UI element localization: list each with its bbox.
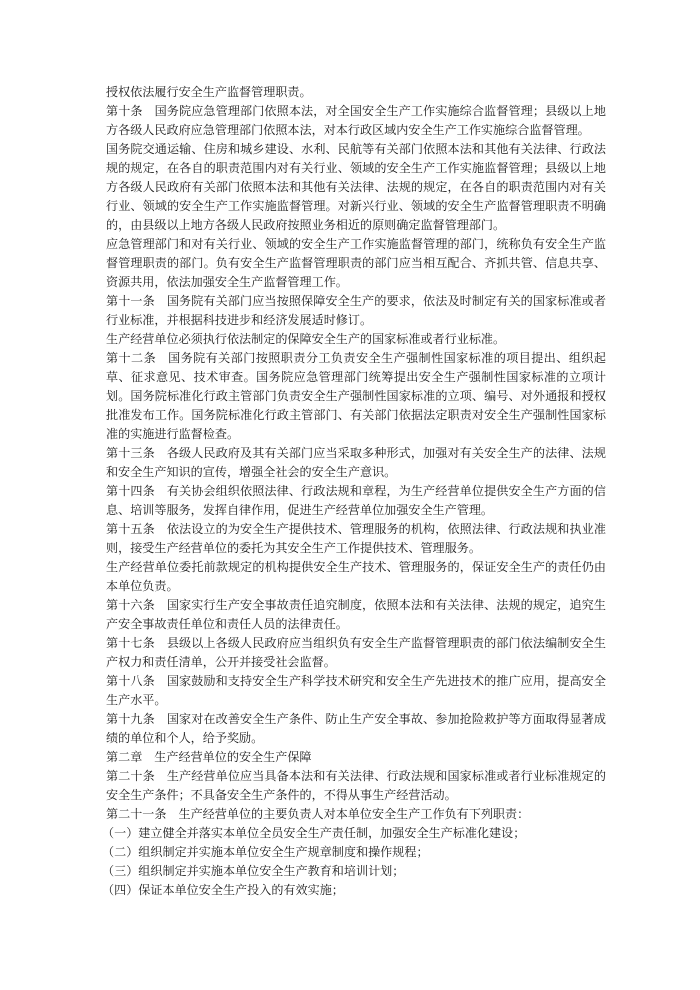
document-page — [102, 83, 606, 900]
paragraph-text: （二）组织制定并实施本单位安全生产规章制度和操作规程； — [102, 845, 429, 859]
article-paragraph — [106, 520, 606, 558]
article-label: 第十七条 — [106, 636, 155, 650]
paragraph-text: 国务院应急管理部门依照本法，对全国安全生产工作实施综合监督管理；县级以上地方各级人民政府应急管理部门依照本法，对本行政区域内安全生产工作实施综合监督管理。 — [106, 104, 606, 137]
article-label: 第十二条 — [106, 351, 157, 365]
article-label: 第十九条 — [106, 712, 155, 726]
paragraph-text: 国家实行生产安全事故责任追究制度，依照本法和有关法律、法规的规定，追究生产安全事故责任单位和责任人员的法律责任。 — [106, 598, 606, 631]
body-paragraph — [106, 140, 606, 235]
article-paragraph — [106, 292, 606, 330]
paragraph-text: 生产经营单位应当具备本法和有关法律、行政法规和国家标准或者行业标准规定的安全生产条件；不具备安全生产条件的，不得从事生产经营活动。 — [106, 769, 606, 802]
paragraph-text: 生产经营单位必须执行依法制定的保障安全生产的国家标准或者行业标准。 — [106, 332, 506, 346]
body-paragraph — [106, 235, 606, 292]
paragraph-text: 国务院交通运输、住房和城乡建设、水利、民航等有关部门依照本法和其他有关法律、行政法规的规定，在各自的职责范围内对有关行业、领域的安全生产工作实施监督管理；县级以上地方各级人民政府有关部门依照本法和其他有关法律、法规的规定，在各自的职责范围内对有关行业、领域的安全生产工作实施监督管理。对新兴行业、领域的安全生产监督管理职责不明确的，由县级以上地方各级人民政府按照业务相近的原则确定监督管理部门。 — [106, 142, 606, 232]
paragraph-text: 国务院有关部门应当按照保障安全生产的要求，依法及时制定有关的国家标准或者行业标准，并根据科技进步和经济发展适时修订。 — [106, 294, 606, 327]
list-item — [102, 881, 606, 900]
article-paragraph — [106, 634, 606, 672]
article-label: 第十六条 — [106, 598, 155, 612]
article-label: 第二章 — [106, 750, 143, 764]
article-label: 第十八条 — [106, 674, 155, 688]
paragraph-text: （一）建立健全并落实本单位全员安全生产责任制，加强安全生产标准化建设； — [102, 826, 526, 840]
article-paragraph — [106, 767, 606, 805]
paragraph-text: 各级人民政府及其有关部门应当采取多种形式，加强对有关安全生产的法律、法规和安全生产知识的宣传，增强全社会的安全生产意识。 — [106, 446, 606, 479]
paragraph-text: 国家鼓励和支持安全生产科学技术研究和安全生产先进技术的推广应用，提高安全生产水平。 — [106, 674, 606, 707]
paragraph-text: 县级以上各级人民政府应当组织负有安全生产监督管理职责的部门依法编制安全生产权力和责任清单，公开并接受社会监督。 — [106, 636, 606, 669]
body-paragraph — [106, 83, 606, 102]
body-paragraph — [106, 330, 606, 349]
paragraph-text: 生产经营单位的安全生产保障 — [154, 750, 312, 764]
paragraph-text: 生产经营单位委托前款规定的机构提供安全生产技术、管理服务的，保证安全生产的责任仍由本单位负责。 — [106, 560, 606, 593]
article-label: 第十五条 — [106, 522, 155, 536]
list-item — [102, 862, 606, 881]
article-paragraph — [106, 748, 606, 767]
article-paragraph — [106, 672, 606, 710]
paragraph-text: 应急管理部门和对有关行业、领域的安全生产工作实施监督管理的部门，统称负有安全生产监督管理职责的部门。负有安全生产监督管理职责的部门应当相互配合、齐抓共管、信息共享、资源共用，依法加强安全生产监督管理工作。 — [106, 237, 606, 289]
list-item — [102, 843, 606, 862]
article-paragraph — [106, 710, 606, 748]
paragraph-text: 国家对在改善安全生产条件、防止生产安全事故、参加抢险救护等方面取得显著成绩的单位和个人，给予奖励。 — [106, 712, 606, 745]
article-label: 第二十条 — [106, 769, 155, 783]
paragraph-text: （三）组织制定并实施本单位安全生产教育和培训计划； — [102, 864, 405, 878]
article-paragraph — [106, 444, 606, 482]
paragraph-text: 授权依法履行安全生产监督管理职责。 — [106, 85, 312, 99]
article-label: 第十四条 — [106, 484, 155, 498]
article-label: 第十条 — [106, 104, 143, 118]
article-paragraph — [106, 102, 606, 140]
article-paragraph — [106, 596, 606, 634]
body-paragraph — [106, 558, 606, 596]
paragraph-text: 国务院有关部门按照职责分工负责安全生产强制性国家标准的项目提出、组织起草、征求意见、技术审查。国务院应急管理部门统筹提出安全生产强制性国家标准的立项计划。国务院标准化行政主管部门负责安全生产强制性国家标准的立项、编号、对外通报和授权批准发布工作。国务院标准化行政主管部门、有关部门依据法定职责对安全生产强制性国家标准的实施进行监督检查。 — [106, 351, 606, 441]
article-label: 第十三条 — [106, 446, 155, 460]
article-label: 第十一条 — [106, 294, 155, 308]
article-paragraph — [106, 349, 606, 444]
paragraph-text: 有关协会组织依照法律、行政法规和章程，为生产经营单位提供安全生产方面的信息、培训等服务，发挥自律作用，促进生产经营单位加强安全生产管理。 — [106, 484, 606, 517]
article-paragraph — [106, 482, 606, 520]
paragraph-text: （四）保证本单位安全生产投入的有效实施； — [102, 883, 344, 897]
article-label: 第二十一条 — [106, 807, 167, 821]
paragraph-text: 生产经营单位的主要负责人对本单位安全生产工作负有下列职责： — [178, 807, 530, 821]
article-paragraph — [106, 805, 606, 824]
paragraph-text: 依法设立的为安全生产提供技术、管理服务的机构，依照法律、行政法规和执业准则，接受生产经营单位的委托为其安全生产工作提供技术、管理服务。 — [106, 522, 606, 555]
list-item — [102, 824, 606, 843]
